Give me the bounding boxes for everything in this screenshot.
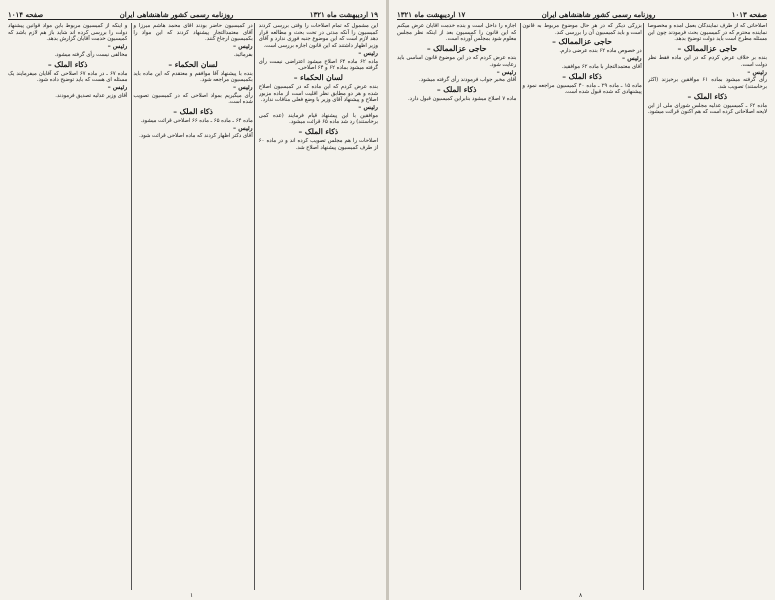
speaker-label: رئیس – [107,83,128,91]
speaker-label: رئیس – [358,49,378,57]
right-page-header [397,6,767,20]
column-divider [520,23,521,590]
speaker-label: رئیس – [496,68,517,76]
paragraph: ماده ۶۴ ـ ماده ۶۵ ـ ماده ۶۶ اصلاحی قرائت میشود. [140,118,253,125]
paragraph: اصلاحات را هم مجلس تصویب کرده اند و در ماده ۶۰ از طرف کمیسیون پیشنهاد اصلاح شد. [258,138,378,151]
speaker-label: رئیس – [358,104,378,112]
left-header-page-number: صفحه ۱۰۱۴ [8,10,44,19]
right-column-3 [397,23,516,590]
paragraph: موافقین با این پیشنهاد قیام فرمایند (عده کمی برخاستند) رد شد ماده ۶۵ قرائت میشود. [258,112,378,126]
left-page-header [8,6,378,20]
paragraph: بنده با پیشنهاد آقا موافقم و معتقدم که این ماده باید بکمیسیون مراجعه شود. [133,70,253,84]
speaker-heading: ذکاء الملک – [173,107,213,117]
speaker-heading: حاجی عزالممالک – [677,44,738,54]
paragraph: رأی میگیریم بمواد اصلاحی که در کمیسیون تصویب شده است. [133,92,253,106]
paragraph: اصلاحاتی که از طرف نمایندگان بعمل آمده و مخصوصاً نماینده محترم که در کمیسیون بحث فرمودند چون این مسئله مطرح است باید دولت توضیح بدهد. [647,23,767,43]
left-column-2 [133,23,252,590]
left-header-title: روزنامه رسمی کشور شاهنشاهی ایران [119,10,234,19]
speaker-label: رئیس – [107,43,128,51]
right-header-date: ۱۷ اردیبهشت ماه ۱۳۲۱ [397,10,466,19]
paragraph: بزرگی دیگر که در هر حال موضوع مربوط به قانون است و باید کمیسیون آن را بررسی کند. [522,23,642,36]
paragraph: این مشمول که تمام اصلاحات را وقتی بررسی کردند کمیسیون را آنکه مدتی در تحت بحث و مطالعه قرار دهد لازم است که این موضوع جنبه فوری ندارد و آقای وزیر اظهار داشتند که این قانون اجازه بررسی است. [258,23,378,50]
paragraph: و اینکه از کمیسیون مربوط باین مواد قوانین پیشنهاد دولت را بررسی کرده اند شاید باز هم لازم باشد که کمیسیون خدمت آقایان گزارش بدهد. [8,23,128,43]
column-divider [254,23,255,590]
speaker-heading: ذکاء الملک – [562,71,602,81]
paragraph: در خصوص ماده ۶۲ بنده عرضی دارم. [559,48,642,55]
paragraph: بنده عرض کردم که این ماده که در کمیسیون اصلاح شده و هر دو مطابق نظر اقلیت است از ماده مزبور اصلاح و پیشنهاد آقای وزیر با وضع فعلی منافات ندارد. [258,83,378,104]
speaker-label: رئیس – [232,43,253,51]
left-page-columns [8,23,378,590]
right-column-1 [648,23,767,590]
right-footer-number: ۸ [579,592,583,599]
paragraph: ماده ۱۵ ـ ماده ۲۹ ـ ماده ۴۰ کمیسیون مراجعه نمود و پیشنهادی که شده قبول شده است. [522,82,642,96]
left-column-3 [8,23,127,590]
speaker-heading: ذکاء الملک – [298,127,339,137]
paragraph: آقای دکتر اظهار کردند که ماده اصلاحی قرائت شود. [139,133,253,140]
column-divider [643,23,644,590]
paragraph: مخالفی نیست رأی گرفته میشود. [54,51,128,58]
speaker-heading: لسان الحکماء – [168,59,218,69]
paragraph: اجازه را داخل است و بنده خدمت آقایان عرض میکنم که این قانون را کمیسیون بعد از اینکه نظر مجلس معلوم شود بمجلس آورده است. [397,23,517,43]
right-page-columns [397,23,767,590]
paragraph: رأی گرفته میشود بماده ۶۱ موافقین برخیزند (اکثر برخاستند) تصویب شد. [647,77,767,90]
right-page [389,0,775,600]
speaker-heading: حاجی عزالممالک – [426,44,487,54]
paragraph: آقای مخبر جواب فرمودند رأی گرفته میشود. [419,77,517,84]
right-header-title: روزنامه رسمی کشور شاهنشاهی ایران [541,10,656,19]
speaker-heading: لسان الحکماء – [293,72,343,82]
speaker-heading: حاجی عزالممالک – [552,37,612,47]
paragraph: بفرمائید. [233,51,253,58]
paragraph: ماده ۶۷ ـ در ماده ۶۷ اصلاحی که آقایان میفرمایند یک مسئله ای هست که باید توضیح داده شود. [8,70,128,84]
right-header-page-number: صفحه ۱۰۱۳ [731,10,767,19]
speaker-heading: ذکاء الملک – [47,59,88,69]
paragraph: آقای وزیر عدلیه تصدیق فرمودند. [55,92,128,99]
speaker-label: رئیس – [621,55,642,63]
speaker-label: رئیس – [232,124,253,132]
speaker-heading: ذکاء الملک – [436,84,477,94]
paragraph: در کمیسیون حاضر بودند آقای محمد هاشم میرزا و آقای معتمدالتجار پیشنهاد کردند که این مواد را بکمیسیون ارجاع کنند. [133,23,253,43]
left-header-date: ۱۹ اردیبهشت ماه ۱۳۲۱ [309,10,378,19]
speaker-label: رئیس – [747,68,767,76]
paragraph: بنده عرض کردم که در این موضوع قانون اساسی باید رعایت شود. [397,55,517,68]
speaker-label: رئیس – [232,83,253,91]
left-column-1 [259,23,378,590]
paragraph: آقای معتمدالتجار با ماده ۶۲ موافقید. [561,63,642,70]
paragraph: بنده بر خلاف عرض کردم که در این ماده فقط نظر دولت است. [647,55,767,68]
speaker-heading: ذکاء الملک – [687,91,728,101]
column-divider [131,23,132,590]
right-column-2 [522,23,641,590]
paragraph: ماده ۷ اصلاح میشود بنابراین کمیسیون قبول دارد. [407,95,517,102]
paragraph: ماده ۶۲ ماده ۶۴ اصلاح میشود اعتراضی نیست رأی گرفته میشود بماده ۶۲ و ۶۴ اصلاحی. [258,58,378,72]
paragraph: ماده ۶۲ ـ کمیسیون عدلیه مجلس شورای ملی از این لایحه اصلاحاتی کرده است که هم اکنون قرائت میشود. [647,102,767,116]
left-page [0,0,386,600]
left-footer-number: ۱ [190,592,194,599]
